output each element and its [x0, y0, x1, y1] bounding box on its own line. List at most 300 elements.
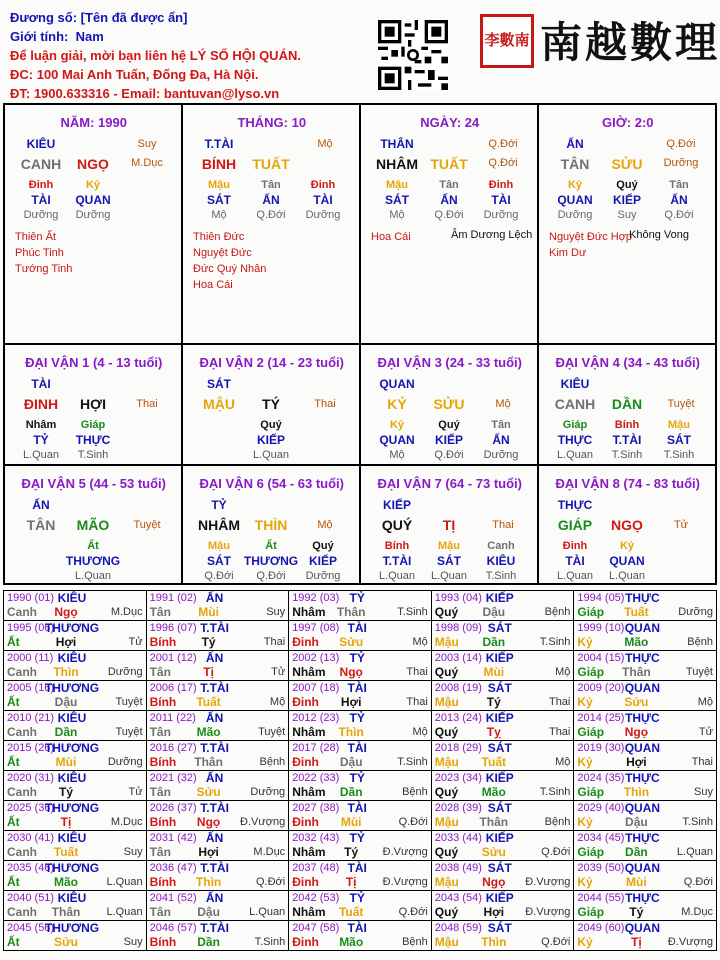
year-ten-god: QUAN: [624, 741, 661, 755]
year-label: 2023 (34): [434, 772, 482, 784]
year-ten-god: QUAN: [624, 621, 661, 635]
hidden-stem: Tân: [491, 419, 511, 431]
year-stem: Canh: [7, 725, 37, 739]
hidden-stem: Tân: [261, 179, 281, 191]
hidden-god: ẤN: [670, 193, 688, 207]
year-label: 2020 (31): [7, 772, 55, 784]
hidden-stem: Đinh: [488, 179, 514, 191]
year-cell: [574, 741, 717, 771]
year-stage: Bệnh: [259, 756, 286, 768]
year-stage: Tuyệt: [115, 726, 143, 738]
cycle-ten-god: QUAN: [379, 377, 415, 391]
year-label: 2019 (30): [577, 742, 625, 754]
year-branch: Mùi: [483, 665, 505, 679]
year-stage: Mộ: [412, 726, 428, 738]
owner-value: [Tên đã được ẩn]: [80, 10, 188, 25]
star-item: Tướng Tinh: [15, 263, 73, 275]
owner-label: Đương số:: [10, 10, 78, 25]
year-stem: Ất: [7, 755, 20, 769]
year-cell: [574, 651, 717, 681]
star-item: Phúc Tinh: [15, 247, 64, 259]
year-ten-god: TỶ: [349, 591, 365, 605]
year-row: [4, 831, 717, 861]
year-branch: Thân: [51, 905, 81, 919]
year-stem: Kỷ: [577, 755, 593, 769]
year-row: [4, 891, 717, 921]
year-stage: T.Sinh: [539, 786, 571, 798]
year-label: 2030 (41): [7, 832, 55, 844]
year-cell: [574, 831, 717, 861]
year-cell: [574, 891, 717, 921]
hidden-stage: Mộ: [389, 449, 405, 461]
cycle-ten-god: KIẾP: [382, 498, 412, 512]
year-stem: Quý: [434, 605, 459, 619]
phone-email-line: ĐT: 1900.633316 - Email: bantuvan@lyso.vn: [10, 86, 280, 101]
hidden-stem: Đinh: [310, 179, 336, 191]
year-stage: Q.Đới: [683, 876, 713, 888]
year-stem: Đinh: [292, 935, 319, 949]
year-stem: Kỷ: [577, 935, 593, 949]
year-stage: Thai: [691, 756, 713, 768]
year-stage: L.Quan: [249, 906, 286, 918]
year-ten-god: THƯƠNG: [44, 861, 100, 875]
year-ten-god: THƯƠNG: [44, 681, 100, 695]
year-branch: Dần: [54, 725, 78, 739]
hidden-stem: Canh: [487, 540, 515, 552]
cycle-status: Thai: [492, 519, 514, 531]
year-label: 2042 (53): [292, 892, 340, 904]
year-ten-god: TÀI: [347, 861, 367, 875]
hidden-god: SÁT: [207, 193, 231, 207]
star-item: Đức Quý Nhân: [193, 263, 267, 275]
hidden-stage: Q.Đới: [434, 449, 464, 461]
year-stage: Q.Đới: [541, 936, 571, 948]
year-label: 2001 (12): [149, 652, 197, 664]
year-branch: Tị: [345, 875, 357, 889]
year-cell: [574, 711, 717, 741]
hidden-stage: Dưỡng: [483, 209, 519, 221]
year-cell: [431, 771, 574, 801]
year-cell: [574, 921, 717, 951]
pillar-title: NGÀY: 24: [420, 115, 480, 130]
cycle-branch: SỬU: [433, 396, 465, 412]
hidden-stage: L.Quan: [252, 449, 290, 461]
cycle-ten-god: SÁT: [207, 377, 231, 391]
cycle-ten-god: TÀI: [31, 377, 51, 391]
year-ten-god: KIÊU: [57, 831, 87, 845]
hidden-stem: Mậu: [668, 419, 690, 431]
year-label: 2004 (15): [577, 652, 625, 664]
year-branch: Dần: [339, 785, 363, 799]
cycle-status: Mộ: [495, 398, 511, 410]
year-ten-god: KIẾP: [485, 771, 514, 785]
year-branch: Mùi: [55, 755, 77, 769]
year-ten-god: QUAN: [624, 921, 661, 935]
hidden-stem: Ất: [265, 540, 277, 552]
hidden-stem: Bính: [384, 540, 410, 552]
year-stem: Kỷ: [577, 815, 593, 829]
year-label: 2009 (20): [577, 682, 625, 694]
star-item-right: Âm Dương Lệch: [451, 229, 533, 241]
year-label: 1998 (09): [434, 622, 482, 634]
year-ten-god: TỶ: [349, 711, 365, 725]
pillar-stars: [371, 229, 411, 245]
year-branch: Ngọ: [54, 605, 78, 619]
year-label: 2008 (19): [434, 682, 482, 694]
hidden-stem: Mậu: [208, 179, 230, 191]
cycle-title: ĐẠI VẬN 1 (4 - 13 tuổi): [25, 355, 163, 370]
year-stem: Đinh: [292, 815, 319, 829]
year-cell: [4, 621, 147, 651]
year-stem: Bính: [149, 695, 177, 709]
year-cell: [431, 921, 574, 951]
year-stage: Q.Đới: [398, 816, 428, 828]
year-stage: Thai: [406, 696, 428, 708]
year-label: 1992 (03): [292, 592, 340, 604]
year-label: 2015 (26): [7, 742, 55, 754]
year-cell: [431, 801, 574, 831]
year-stage: T.Sinh: [539, 636, 571, 648]
hidden-stage: L.Quan: [556, 570, 594, 582]
year-branch: Tý: [58, 785, 74, 799]
year-stem: Nhâm: [292, 665, 326, 679]
hidden-god: KIẾP: [308, 554, 338, 568]
hidden-god: ẤN: [440, 193, 458, 207]
pillar-stem: TÂN: [560, 156, 590, 172]
hidden-god: TÀI: [313, 193, 333, 207]
hidden-god: T.TÀI: [612, 433, 642, 447]
luck-cycle-5: [5, 466, 183, 583]
cycles-row: [5, 345, 715, 464]
year-stem: Bính: [149, 935, 177, 949]
year-cell: [4, 891, 147, 921]
cycle-stem: QUÝ: [381, 517, 413, 533]
year-row: [4, 711, 717, 741]
year-label: 2047 (58): [292, 922, 340, 934]
star-item: Thiên Đức: [193, 231, 245, 243]
pillar-title: NĂM: 1990: [60, 115, 127, 130]
year-stage: Đ.Vượng: [382, 876, 428, 888]
pillar-branch: NGỌ: [77, 156, 109, 172]
year-label: 2037 (48): [292, 862, 340, 874]
year-ten-god: SÁT: [487, 621, 512, 635]
year-stage: Mộ: [697, 696, 713, 708]
year-ten-god: SÁT: [487, 681, 512, 695]
cycle-status: Thai: [314, 398, 336, 410]
star-item: Kim Dư: [549, 247, 587, 259]
year-ten-god: TỶ: [349, 651, 365, 665]
star-item: Hoa Cái: [371, 231, 411, 243]
hidden-god: THỰC: [75, 433, 111, 447]
year-stem: Ất: [7, 935, 20, 949]
year-stem: Canh: [7, 605, 37, 619]
hidden-god: SÁT: [385, 193, 409, 207]
year-branch: Tuất: [624, 605, 649, 619]
year-stage: Dưỡng: [250, 786, 286, 798]
year-stage: Thai: [548, 696, 571, 708]
year-stem: Nhâm: [292, 785, 326, 799]
cycle-status: Mộ: [317, 519, 333, 531]
year-stage: Thai: [548, 726, 571, 738]
year-stem: Quý: [434, 785, 459, 799]
year-branch: Ngọ: [482, 875, 506, 889]
qr-code-icon[interactable]: [378, 20, 448, 90]
year-cell: [289, 891, 432, 921]
year-stage: M.Dục: [253, 846, 286, 858]
hidden-stage: T.Sinh: [611, 449, 643, 461]
year-stage: Đ.Vượng: [525, 906, 571, 918]
year-label: 2036 (47): [149, 862, 197, 874]
year-label: 1991 (02): [149, 592, 197, 604]
hidden-god: ẤN: [492, 433, 510, 447]
year-ten-god: KIẾP: [485, 831, 514, 845]
year-label: 2031 (42): [149, 832, 197, 844]
seal-text: 李數南: [484, 32, 530, 49]
year-ten-god: T.TÀI: [200, 861, 229, 875]
hidden-stage: Dưỡng: [483, 449, 519, 461]
year-branch: Dần: [482, 635, 506, 649]
year-cell: [431, 711, 574, 741]
year-stage: Suy: [123, 936, 143, 948]
pillar-napam: Dưỡng: [663, 157, 699, 169]
hidden-stem: Giáp: [562, 419, 588, 431]
year-branch: Thìn: [623, 785, 650, 799]
year-stage: Đ.Vượng: [667, 936, 713, 948]
cycle-status: Tuyệt: [667, 398, 695, 410]
year-ten-god: ẤN: [205, 651, 224, 665]
year-cell: [146, 681, 289, 711]
year-cell: [146, 771, 289, 801]
year-cell: [4, 651, 147, 681]
star-item: Nguyệt Đức: [193, 247, 252, 259]
cycle-branch: MÃO: [76, 517, 110, 533]
pillar-3: [539, 105, 715, 343]
hidden-stem: Quý: [616, 179, 638, 191]
year-stage: Bệnh: [544, 606, 571, 618]
hidden-god: THƯƠNG: [243, 554, 299, 568]
year-ten-god: ẤN: [205, 591, 224, 605]
year-stage: Bệnh: [544, 816, 571, 828]
year-branch: Hợi: [55, 635, 77, 649]
year-branch: Thân: [479, 815, 509, 829]
year-cell: [431, 621, 574, 651]
year-ten-god: THỰC: [625, 831, 660, 845]
year-label: 2043 (54): [434, 892, 482, 904]
year-row: [4, 591, 717, 621]
year-label: 2038 (49): [434, 862, 482, 874]
year-ten-god: KIẾP: [485, 651, 514, 665]
pillar-napam: Q.Đới: [488, 157, 518, 169]
year-branch: Dậu: [482, 605, 506, 619]
year-branch: Thìn: [338, 725, 364, 739]
year-branch: Dậu: [197, 905, 220, 919]
year-row: [4, 741, 717, 771]
year-stage: Dưỡng: [107, 756, 143, 768]
year-cell: [146, 861, 289, 891]
year-branch: Tị: [203, 665, 214, 679]
year-stem: Ất: [7, 815, 20, 829]
year-ten-god: TÀI: [347, 741, 367, 755]
year-ten-god: T.TÀI: [200, 681, 229, 695]
year-cell: [289, 831, 432, 861]
year-ten-god: TÀI: [347, 921, 367, 935]
year-branch: Hợi: [340, 695, 362, 709]
year-branch: Mão: [54, 875, 78, 889]
hidden-god: ẤN: [262, 193, 280, 207]
year-branch: Mão: [196, 725, 221, 739]
pillar-status: Suy: [137, 138, 157, 150]
year-stem: Quý: [434, 725, 459, 739]
year-cell: [289, 861, 432, 891]
cycle-branch: TÝ: [262, 396, 280, 412]
year-cell: [146, 591, 289, 621]
year-branch: Thìn: [481, 935, 507, 949]
year-cell: [4, 741, 147, 771]
pillar-branch: TUẤT: [252, 156, 290, 172]
year-label: 2035 (46): [7, 862, 55, 874]
year-stem: Tân: [149, 845, 171, 859]
year-branch: Mùi: [198, 605, 219, 619]
year-cell: [574, 861, 717, 891]
star-item: Thiên Ất: [15, 231, 56, 243]
pillar-2: [361, 105, 539, 343]
luck-cycle-3: [361, 345, 539, 464]
hidden-god: TÀI: [565, 554, 585, 568]
hidden-god: KIẾP: [256, 433, 286, 447]
year-label: 2006 (17): [149, 682, 197, 694]
chart-header: [10, 8, 301, 103]
year-ten-god: THƯƠNG: [44, 741, 100, 755]
hidden-stem: Mậu: [386, 179, 408, 191]
year-stem: Canh: [7, 665, 37, 679]
pillar-ten-god: T.TÀI: [204, 137, 234, 151]
year-stem: Quý: [434, 905, 459, 919]
cycle-title: ĐẠI VẬN 2 (14 - 23 tuổi): [199, 355, 344, 370]
year-stem: Ất: [7, 635, 20, 649]
hidden-stage: L.Quan: [430, 570, 468, 582]
year-stem: Đinh: [292, 695, 319, 709]
year-cell: [431, 741, 574, 771]
year-branch: Tị: [631, 935, 642, 949]
year-ten-god: THỰC: [625, 771, 660, 785]
year-branch: Ngọ: [339, 665, 363, 679]
year-cell: [4, 591, 147, 621]
hidden-god: QUAN: [75, 193, 111, 207]
year-branch: Sửu: [53, 935, 79, 949]
year-stem: Mậu: [434, 695, 459, 709]
hidden-stage: Dưỡng: [305, 570, 341, 582]
year-cell: [574, 801, 717, 831]
pillar-stem: NHÂM: [376, 156, 418, 172]
year-cell: [289, 651, 432, 681]
cycle-stem: ĐINH: [23, 396, 59, 412]
cycle-stem: GIÁP: [557, 517, 593, 533]
year-cell: [431, 891, 574, 921]
hidden-stage: T.Sinh: [485, 570, 517, 582]
year-stem: Canh: [7, 785, 37, 799]
year-label: 2039 (50): [577, 862, 625, 874]
year-branch: Mùi: [626, 875, 647, 889]
year-label: 2017 (28): [292, 742, 340, 754]
year-stage: Mộ: [412, 636, 428, 648]
pillar-title: THÁNG: 10: [237, 115, 307, 130]
cycle-title: ĐẠI VẬN 8 (74 - 83 tuổi): [555, 476, 700, 491]
cycle-branch: DẦN: [611, 396, 643, 412]
year-stage: Dưỡng: [678, 606, 713, 618]
year-ten-god: KIÊU: [57, 891, 87, 905]
pillar-napam: M.Dục: [131, 157, 163, 169]
hidden-stage: T.Sinh: [663, 449, 695, 461]
year-stem: Bính: [149, 755, 177, 769]
year-ten-god: SÁT: [487, 921, 512, 935]
hidden-god: SÁT: [437, 554, 461, 568]
year-stem: Mậu: [434, 755, 459, 769]
year-ten-god: T.TÀI: [200, 921, 229, 935]
year-label: 1994 (05): [577, 592, 625, 604]
year-cell: [289, 921, 432, 951]
year-cell: [146, 621, 289, 651]
year-stem: Tân: [149, 725, 171, 739]
year-row: [4, 861, 717, 891]
year-label: 2033 (44): [434, 832, 482, 844]
year-cell: [4, 801, 147, 831]
hidden-stage: Q.Đới: [256, 570, 286, 582]
cycle-title: ĐẠI VẬN 5 (44 - 53 tuổi): [21, 476, 166, 491]
year-branch: Thân: [622, 665, 651, 679]
address-line: ĐC: 100 Mai Anh Tuấn, Đống Đa, Hà Nội.: [10, 67, 259, 82]
hidden-god: TỶ: [33, 433, 49, 447]
year-stem: Kỷ: [577, 875, 593, 889]
cycle-ten-god: ẤN: [32, 498, 50, 512]
year-stem: Giáp: [577, 905, 605, 919]
year-ten-god: SÁT: [487, 861, 512, 875]
year-stem: Mậu: [434, 875, 459, 889]
year-cell: [4, 711, 147, 741]
year-stage: Suy: [123, 846, 143, 858]
year-branch: Ngọ: [624, 725, 649, 739]
pillar-stars: [549, 229, 632, 261]
year-ten-god: THỰC: [625, 711, 660, 725]
year-ten-god: SÁT: [487, 801, 512, 815]
hidden-stem: Giáp: [80, 419, 106, 431]
luck-cycle-8: [539, 466, 715, 583]
year-stem: Giáp: [577, 665, 605, 679]
year-stage: Mộ: [269, 696, 286, 708]
year-ten-god: T.TÀI: [200, 741, 229, 755]
star-item-right: Không Vong: [629, 229, 689, 241]
year-stage: Mộ: [555, 756, 571, 768]
year-label: 2012 (23): [292, 712, 340, 724]
year-stage: T.Sinh: [682, 816, 713, 828]
year-label: 2010 (21): [7, 712, 55, 724]
year-stem: Tân: [149, 605, 171, 619]
year-ten-god: KIẾP: [485, 891, 514, 905]
hidden-god: T.TÀI: [382, 554, 412, 568]
year-ten-god: QUAN: [624, 801, 661, 815]
year-label: 2049 (60): [577, 922, 625, 934]
hidden-god: KIẾP: [612, 193, 642, 207]
year-label: 2024 (35): [577, 772, 625, 784]
cycle-ten-god: TỶ: [211, 498, 227, 512]
cycle-title: ĐẠI VẬN 4 (34 - 43 tuổi): [555, 355, 700, 370]
year-branch: Sửu: [624, 695, 649, 709]
year-cell: [431, 651, 574, 681]
year-cell: [146, 831, 289, 861]
cycle-stem: MẬU: [203, 396, 235, 412]
year-stage: Tuyệt: [685, 666, 713, 678]
year-stem: Giáp: [577, 785, 605, 799]
brand-logo: 南越數理: [540, 18, 720, 67]
